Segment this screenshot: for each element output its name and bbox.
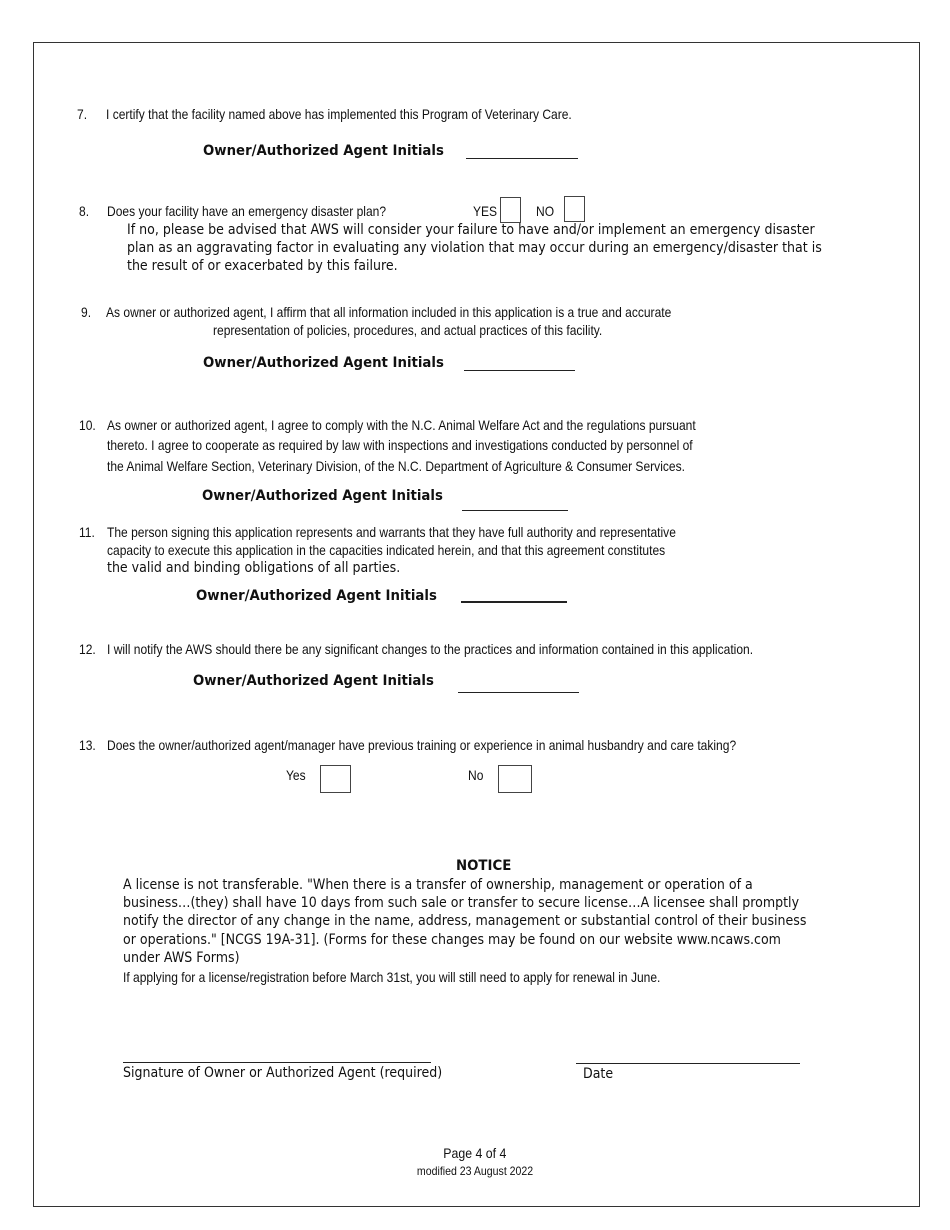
item-13-yes-label: Yes [286, 767, 306, 783]
page-number-text: Page 4 of 4 [443, 1145, 507, 1161]
item-9-line-1: As owner or authorized agent, I affirm that all information included in this application is a true and accurate [106, 304, 672, 320]
item-8-yes-label: YES [473, 203, 498, 219]
notice-line-6: If applying for a license/registration before March 31st, you will still need to apply for renewal in June. [123, 969, 661, 985]
item-10-initials-label: Owner/Authorized Agent Initials [202, 488, 443, 504]
page-number [0, 1145, 950, 1161]
item-12-initials-line[interactable] [458, 692, 579, 693]
item-11-line-3: the valid and binding obligations of all parties. [107, 560, 401, 576]
notice-line-1: A license is not transferable. "When there is a transfer of ownership, management or operation of a [123, 877, 753, 893]
item-8-line-3: the result of or exacerbated by this failure. [127, 258, 398, 274]
item-8-line-2: plan as an aggravating factor in evaluating any violation that may occur during an emergency/disaster that is [127, 240, 822, 256]
item-12-initials-label: Owner/Authorized Agent Initials [193, 673, 434, 689]
item-13-text: Does the owner/authorized agent/manager have previous training or experience in animal husbandry and care taking? [107, 737, 737, 753]
modified-date-text: modified 23 August 2022 [416, 1164, 534, 1178]
signature-label: Signature of Owner or Authorized Agent (required) [123, 1065, 443, 1081]
item-8-line-1: If no, please be advised that AWS will consider your failure to have and/or implement an emergency disaster [127, 222, 815, 238]
modified-date [0, 1164, 950, 1178]
item-11-line-1: The person signing this application represents and warrants that they have full authority and representative [107, 524, 676, 540]
notice-line-4: or operations." [NCGS 19A-31]. (Forms for these changes may be found on our website www.ncaws.com [123, 932, 781, 948]
item-10-initials-line[interactable] [462, 510, 568, 511]
notice-line-2: business…(they) shall have 10 days from such sale or transfer to secure license…A licensee shall promptly [123, 895, 800, 911]
notice-line-3: notify the director of any change in the name, address, management or substantial control of their business [123, 913, 807, 929]
item-11-line-2: capacity to execute this application in the capacities indicated herein, and that this agreement constitutes [107, 542, 666, 558]
item-7-initials-label: Owner/Authorized Agent Initials [203, 143, 444, 159]
date-line[interactable] [576, 1063, 800, 1064]
item-9-line-2: representation of policies, procedures, and actual practices of this facility. [213, 322, 603, 338]
item-8-no-label: NO [536, 203, 555, 219]
item-7-initials-line[interactable] [466, 158, 578, 159]
item-10-number: 10. [79, 417, 96, 433]
item-13-no-checkbox[interactable] [498, 765, 532, 793]
item-8-number: 8. [79, 203, 90, 219]
item-7-text: I certify that the facility named above has implemented this Program of Veterinary Care. [106, 106, 572, 122]
item-13-no-label: No [468, 767, 484, 783]
item-9-initials-line[interactable] [464, 370, 575, 371]
notice-line-5: under AWS Forms) [123, 950, 240, 966]
item-11-initials-label: Owner/Authorized Agent Initials [196, 588, 437, 604]
item-10-line-1: As owner or authorized agent, I agree to comply with the N.C. Animal Welfare Act and the regulations pursuant [107, 417, 696, 433]
item-8-no-checkbox[interactable] [564, 196, 585, 222]
item-8-question: Does your facility have an emergency disaster plan? [107, 203, 387, 219]
notice-title: NOTICE [456, 858, 512, 874]
signature-line[interactable] [123, 1062, 431, 1063]
item-13-number: 13. [79, 737, 96, 753]
item-11-number: 11. [79, 524, 95, 540]
item-8-yes-checkbox[interactable] [500, 197, 521, 223]
item-13-yes-checkbox[interactable] [320, 765, 351, 793]
item-7-number: 7. [77, 106, 88, 122]
item-11-initials-line[interactable] [461, 601, 567, 603]
item-10-line-2: thereto. I agree to cooperate as required by law with inspections and investigations conducted by personnel of [107, 437, 693, 453]
item-9-initials-label: Owner/Authorized Agent Initials [203, 355, 444, 371]
item-12-text: I will notify the AWS should there be any significant changes to the practices and information contained in this application. [107, 641, 754, 657]
item-9-number: 9. [81, 304, 92, 320]
item-12-number: 12. [79, 641, 96, 657]
item-10-line-3: the Animal Welfare Section, Veterinary Division, of the N.C. Department of Agriculture & Consumer Services. [107, 458, 685, 474]
date-label: Date [583, 1066, 614, 1082]
